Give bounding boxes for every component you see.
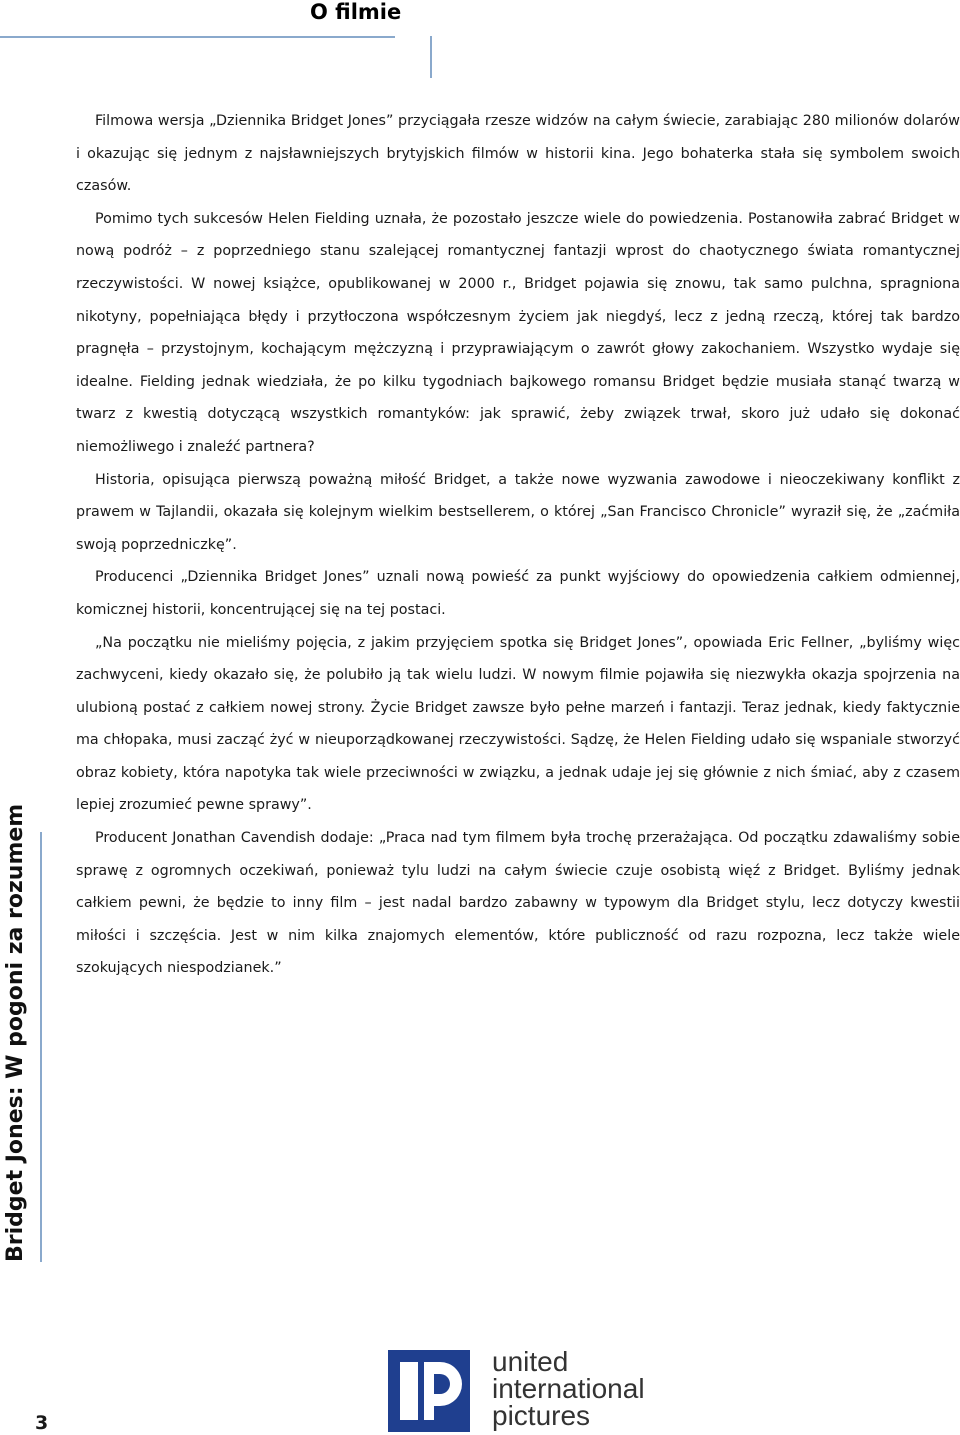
logo-word: united: [492, 1346, 569, 1377]
page-title: O filmie: [310, 0, 402, 24]
uip-logo-mark-icon: [388, 1350, 470, 1432]
header-divider: [430, 36, 432, 78]
logo-word: pictures: [492, 1400, 591, 1431]
uip-logo: [388, 1346, 658, 1431]
paragraph: Producent Jonathan Cavendish dodaje: „Praca nad tym filmem była trochę przerażająca. Od początku zdawaliśmy sobie sprawę z ogromnych oczekiwań, ponieważ tylu ludzi na całym świecie czuje osobistą więź z Bridget. Byliśmy jednak całkiem pewni, że będzie to inny film – jest nadal bardzo zabawny w typowym dla Bridget stylu, lecz dotyczy kwestii miłości i szczęścia. Jest w nim kilka znajomych elementów, które publiczność od razu rozpozna, lecz także wiele szokujących niespodzianek.”: [76, 830, 960, 977]
sidebar-rule: [40, 832, 42, 1262]
sidebar-title: Bridget Jones: W pogoni za rozumem: [3, 803, 28, 1262]
logo-word: international: [492, 1373, 645, 1404]
page-number: 3: [35, 1412, 49, 1434]
paragraph: Filmowa wersja „Dziennika Bridget Jones” przyciągała rzesze widzów na całym świecie, zarabiając 280 milionów dolarów i okazując się jednym z najsławniejszych brytyjskich filmów w historii kina. Jego bohaterka stała się symbolem swoich czasów.: [76, 113, 960, 195]
paragraph: Producenci „Dziennika Bridget Jones” uznali nową powieść za punkt wyjściowy do opowiedzenia całkiem odmiennej, komicznej historii, koncentrującej się na tej postaci.: [76, 569, 960, 618]
paragraph: „Na początku nie mieliśmy pojęcia, z jakim przyjęciem spotka się Bridget Jones”, opowiada Eric Fellner, „byliśmy więc zachwyceni, kiedy okazało się, że polubiło ją tak wielu ludzi. W nowym filmie pojawiła się niezwykła okazja spojrzenia na ulubioną postać z całkiem nowej strony. Życie Bridget zawsze było pełne marzeń i fantazji. Teraz jednak, kiedy faktycznie ma chłopaka, musi zacząć żyć w nieuporządkowanej rzeczywistości. Sądzę, że Helen Fielding udało się wspaniale stworzyć obraz kobiety, która napotyka tak wiele przeciwności w związku, a jednak udaje jej się głównie z nich śmiać, aby z czasem lepiej zrozumieć pewne sprawy”.: [76, 634, 960, 814]
article-body: [76, 105, 960, 985]
paragraph: Pomimo tych sukcesów Helen Fielding uznała, że pozostało jeszcze wiele do powiedzenia. Postanowiła zabrać Bridget w nową podróż – z poprzedniego stanu szalejącej romantycznej fantazji wprost do chaotycznego świata romantycznej rzeczywistości. W nowej książce, opublikowanej w 2000 r., Bridget pojawia się znowu, tak samo pulchna, spragniona nikotyny, popełniająca błędy i przytłoczona współczesnym życiem jak niegdyś, lecz z jedną rzeczą, której tak bardzo pragnęła – przystojnym, kochającym mężczyzną i przyprawiającym o zawrót głowy zakochaniem. Wszystko wydaje się idealne. Fielding jednak wiedziała, że po kilku tygodniach bajkowego romansu Bridget będzie musiała stanąć twarzą w twarz z kwestią dotyczącą wszystkich romantyków: jak sprawić, żeby związek trwał, skoro już udało się dokonać niemożliwego i znaleźć partnera?: [76, 210, 960, 455]
header-rule: [0, 36, 395, 38]
paragraph: Historia, opisująca pierwszą poważną miłość Bridget, a także nowe wyzwania zawodowe i nieoczekiwany konflikt z prawem w Tajlandii, okazała się kolejnym wielkim bestsellerem, o której „San Francisco Chronicle” wyraził się, że „zaćmiła swoją poprzedniczkę”.: [76, 471, 960, 553]
uip-logo-wordmark: [492, 1348, 645, 1429]
